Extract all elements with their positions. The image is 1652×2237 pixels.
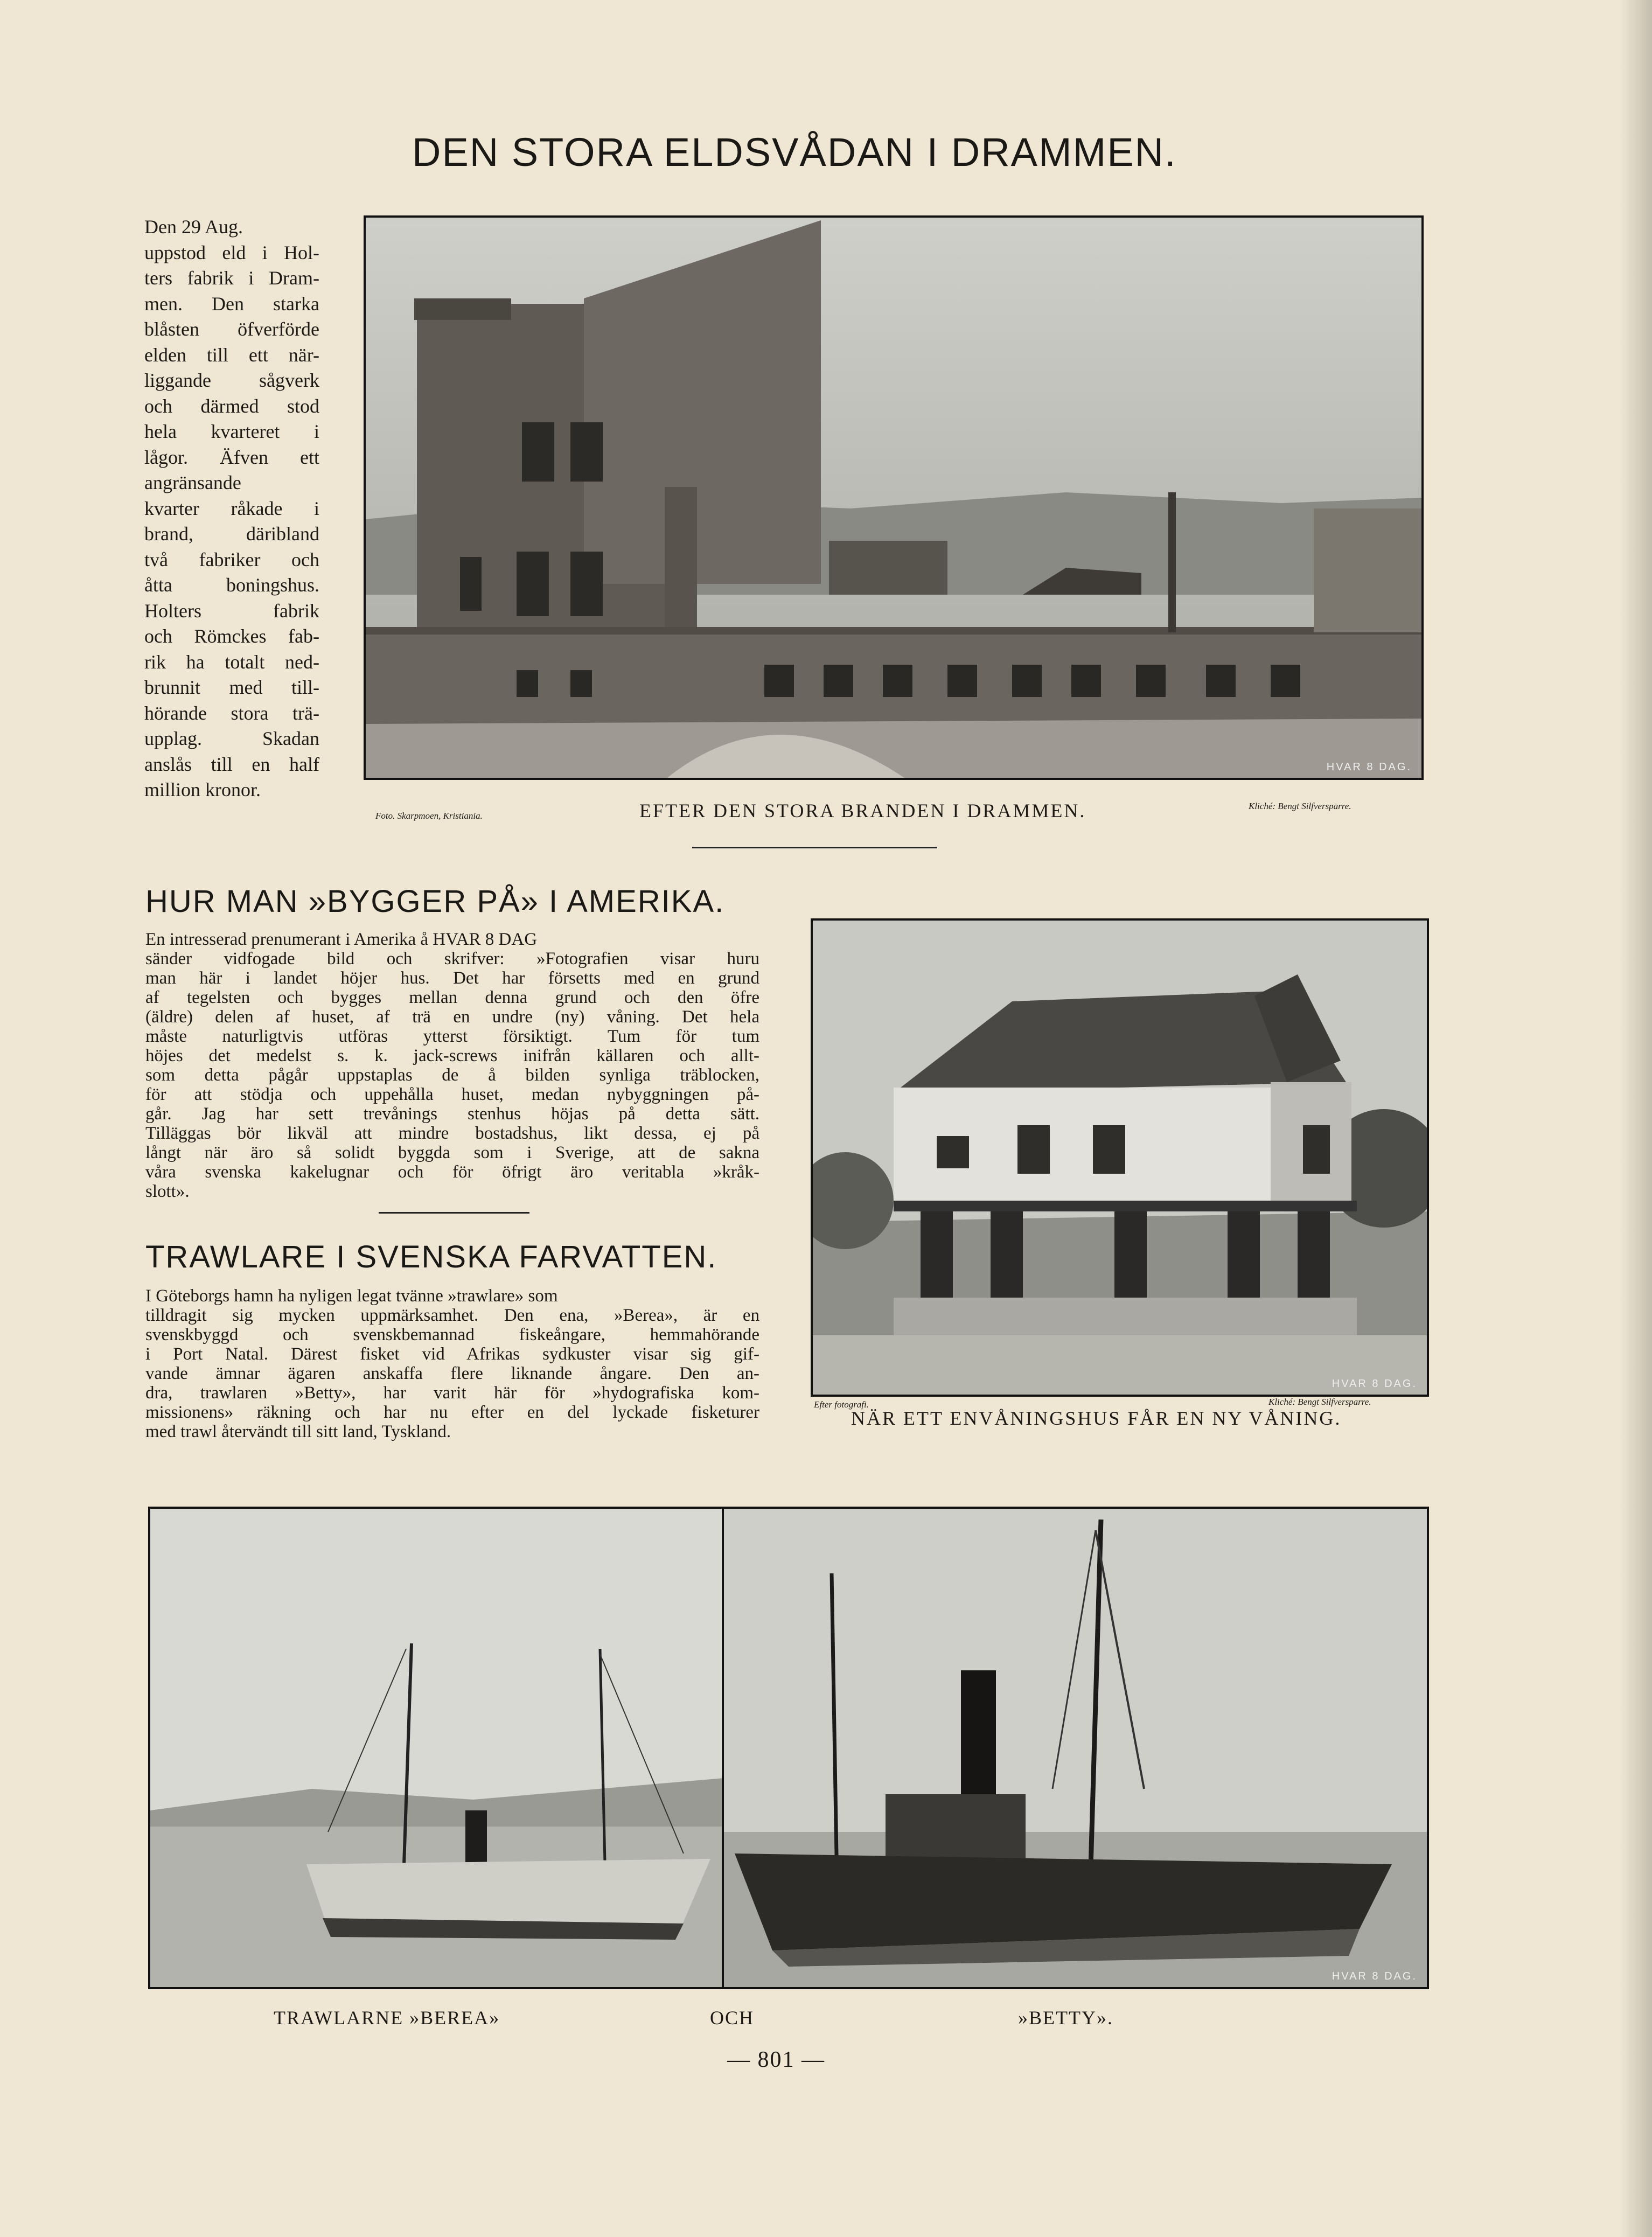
text-line: vande ämnar ägaren anskaffa flere liknande ångare. Den an- bbox=[145, 1364, 759, 1383]
article1-title: DEN STORA ELDSVÅDAN I DRAMMEN. bbox=[412, 130, 1177, 175]
trawler-berea-photo bbox=[148, 1507, 726, 1989]
text-line: (äldre) delen af huset, af trä en undre (ny) våning. Det hela bbox=[145, 1007, 759, 1027]
drammen-fire-photo bbox=[364, 215, 1424, 780]
page-edge-shadow bbox=[1620, 0, 1652, 2237]
text-line: Tilläggas bör likväl att mindre bostadshus, likt dessa, ej på bbox=[145, 1124, 759, 1143]
text-line: och Römckes fab- bbox=[144, 625, 319, 647]
text-line: man här i landet höjer hus. Det har försetts med en grund bbox=[145, 968, 759, 988]
trawler-photo-stamp: HVAR 8 DAG. bbox=[1332, 1970, 1417, 1982]
text-line: sänder vidfogade bild och skrifver: »Fotografien visar huru bbox=[145, 949, 759, 968]
text-line: tilldragit sig mycken uppmärksamhet. Den ena, »Berea», är en bbox=[145, 1306, 759, 1325]
house-photo-stamp: HVAR 8 DAG. bbox=[1332, 1378, 1417, 1390]
text-line: elden till ett när- bbox=[144, 344, 319, 366]
house-photo-credit: Efter fotografi. bbox=[814, 1399, 869, 1410]
text-line: måste naturligtvis utföras ytterst försiktigt. Tum för tum bbox=[145, 1027, 759, 1046]
text-line: million kronor. bbox=[144, 779, 261, 800]
drammen-photo-cliche: Kliché: Bengt Silfversparre. bbox=[1249, 801, 1351, 811]
text-line: brand, däribland bbox=[144, 523, 319, 545]
text-line: åtta boningshus. bbox=[144, 574, 319, 596]
text-line: liggande sågverk bbox=[144, 370, 319, 391]
text-line: af tegelsten och bygges mellan denna grund och den öfre bbox=[145, 988, 759, 1007]
text-line: I Göteborgs hamn ha nyligen legat tvänne »trawlare» som bbox=[145, 1286, 558, 1306]
house-photo-cliche: Kliché: Bengt Silfversparre. bbox=[1268, 1397, 1371, 1407]
house-raising-photo bbox=[811, 918, 1429, 1397]
text-line: som detta pågår uppstaplas de å bilden synliga träblocken, bbox=[145, 1065, 759, 1085]
page-number: — 801 — bbox=[727, 2047, 825, 2072]
article3-title: TRAWLARE I SVENSKA FARVATTEN. bbox=[145, 1239, 717, 1274]
text-line: hörande stora trä- bbox=[144, 702, 319, 724]
text-line: hela kvarteret i bbox=[144, 421, 319, 442]
article1-text bbox=[144, 214, 319, 803]
text-line: ters fabrik i Dram- bbox=[144, 267, 319, 289]
text-line: upplag. Skadan bbox=[144, 728, 319, 749]
text-line: missionens» räkning och har nu efter en del lyckade fisketurer bbox=[145, 1403, 759, 1422]
text-line: kvarter råkade i bbox=[144, 497, 319, 519]
text-line: och därmed stod bbox=[144, 395, 319, 417]
text-line: två fabriker och bbox=[144, 548, 319, 570]
article3-text bbox=[145, 1286, 759, 1441]
article2-text bbox=[145, 930, 759, 1201]
text-line: lågor. Äfven ett bbox=[144, 446, 319, 468]
drammen-photo-stamp: HVAR 8 DAG. bbox=[1326, 761, 1412, 773]
text-line: slott». bbox=[145, 1182, 190, 1201]
text-line: uppstod eld i Hol- bbox=[144, 241, 319, 263]
text-line: höjes det medelst s. k. jack-screws inifrån källaren och allt- bbox=[145, 1046, 759, 1065]
text-line: går. Jag har sett trevånings stenhus höjas på detta sätt. bbox=[145, 1104, 759, 1124]
text-line: rik ha totalt ned- bbox=[144, 651, 319, 673]
text-line: svenskbyggd och svenskbemannad fiskeångare, hemmahörande bbox=[145, 1325, 759, 1344]
text-line: angränsande bbox=[144, 472, 241, 493]
text-line: för att stödja och uppehålla huset, medan nybyggningen på- bbox=[145, 1085, 759, 1104]
text-line: men. Den starka bbox=[144, 292, 319, 315]
text-line: Den 29 Aug. bbox=[144, 216, 243, 238]
text-line: anslås till en half bbox=[144, 753, 319, 775]
text-line: En intresserad prenumerant i Amerika å HVAR 8 DAG bbox=[145, 930, 538, 949]
text-line: i Port Natal. Därest fisket vid Afrikas sydkuster visar sig gif- bbox=[145, 1344, 759, 1364]
trawler-caption-mid: OCH bbox=[710, 2007, 755, 2029]
text-line: dra, trawlaren »Betty», har varit här för »hydografiska kom- bbox=[145, 1383, 759, 1403]
text-line: våra svenska kakelugnar och för öfrigt äro veritabla »kråk- bbox=[145, 1162, 759, 1182]
trawler-caption-left: TRAWLARNE »BEREA» bbox=[274, 2007, 500, 2029]
trawler-betty-photo bbox=[722, 1507, 1429, 1989]
article2-title: HUR MAN »BYGGER PÅ» I AMERIKA. bbox=[145, 884, 725, 919]
section-rule-1 bbox=[692, 847, 937, 848]
text-line: Holters fabrik bbox=[144, 600, 319, 622]
text-line: brunnit med till- bbox=[144, 677, 319, 698]
drammen-photo-caption: EFTER DEN STORA BRANDEN I DRAMMEN. bbox=[639, 800, 1086, 821]
house-photo-caption: NÄR ETT ENVÅNINGSHUS FÅR EN NY VÅNING. bbox=[851, 1407, 1342, 1429]
drammen-photo-credit: Foto. Skarpmoen, Kristiania. bbox=[375, 811, 483, 821]
section-rule-2 bbox=[379, 1212, 529, 1214]
trawler-caption-right: »BETTY». bbox=[1018, 2007, 1113, 2029]
text-line: långt när äro så solidt byggda som i Sverige, att de sakna bbox=[145, 1143, 759, 1162]
text-line: med trawl återvändt till sitt land, Tyskland. bbox=[145, 1422, 451, 1441]
text-line: blåsten öfverförde bbox=[144, 318, 319, 340]
